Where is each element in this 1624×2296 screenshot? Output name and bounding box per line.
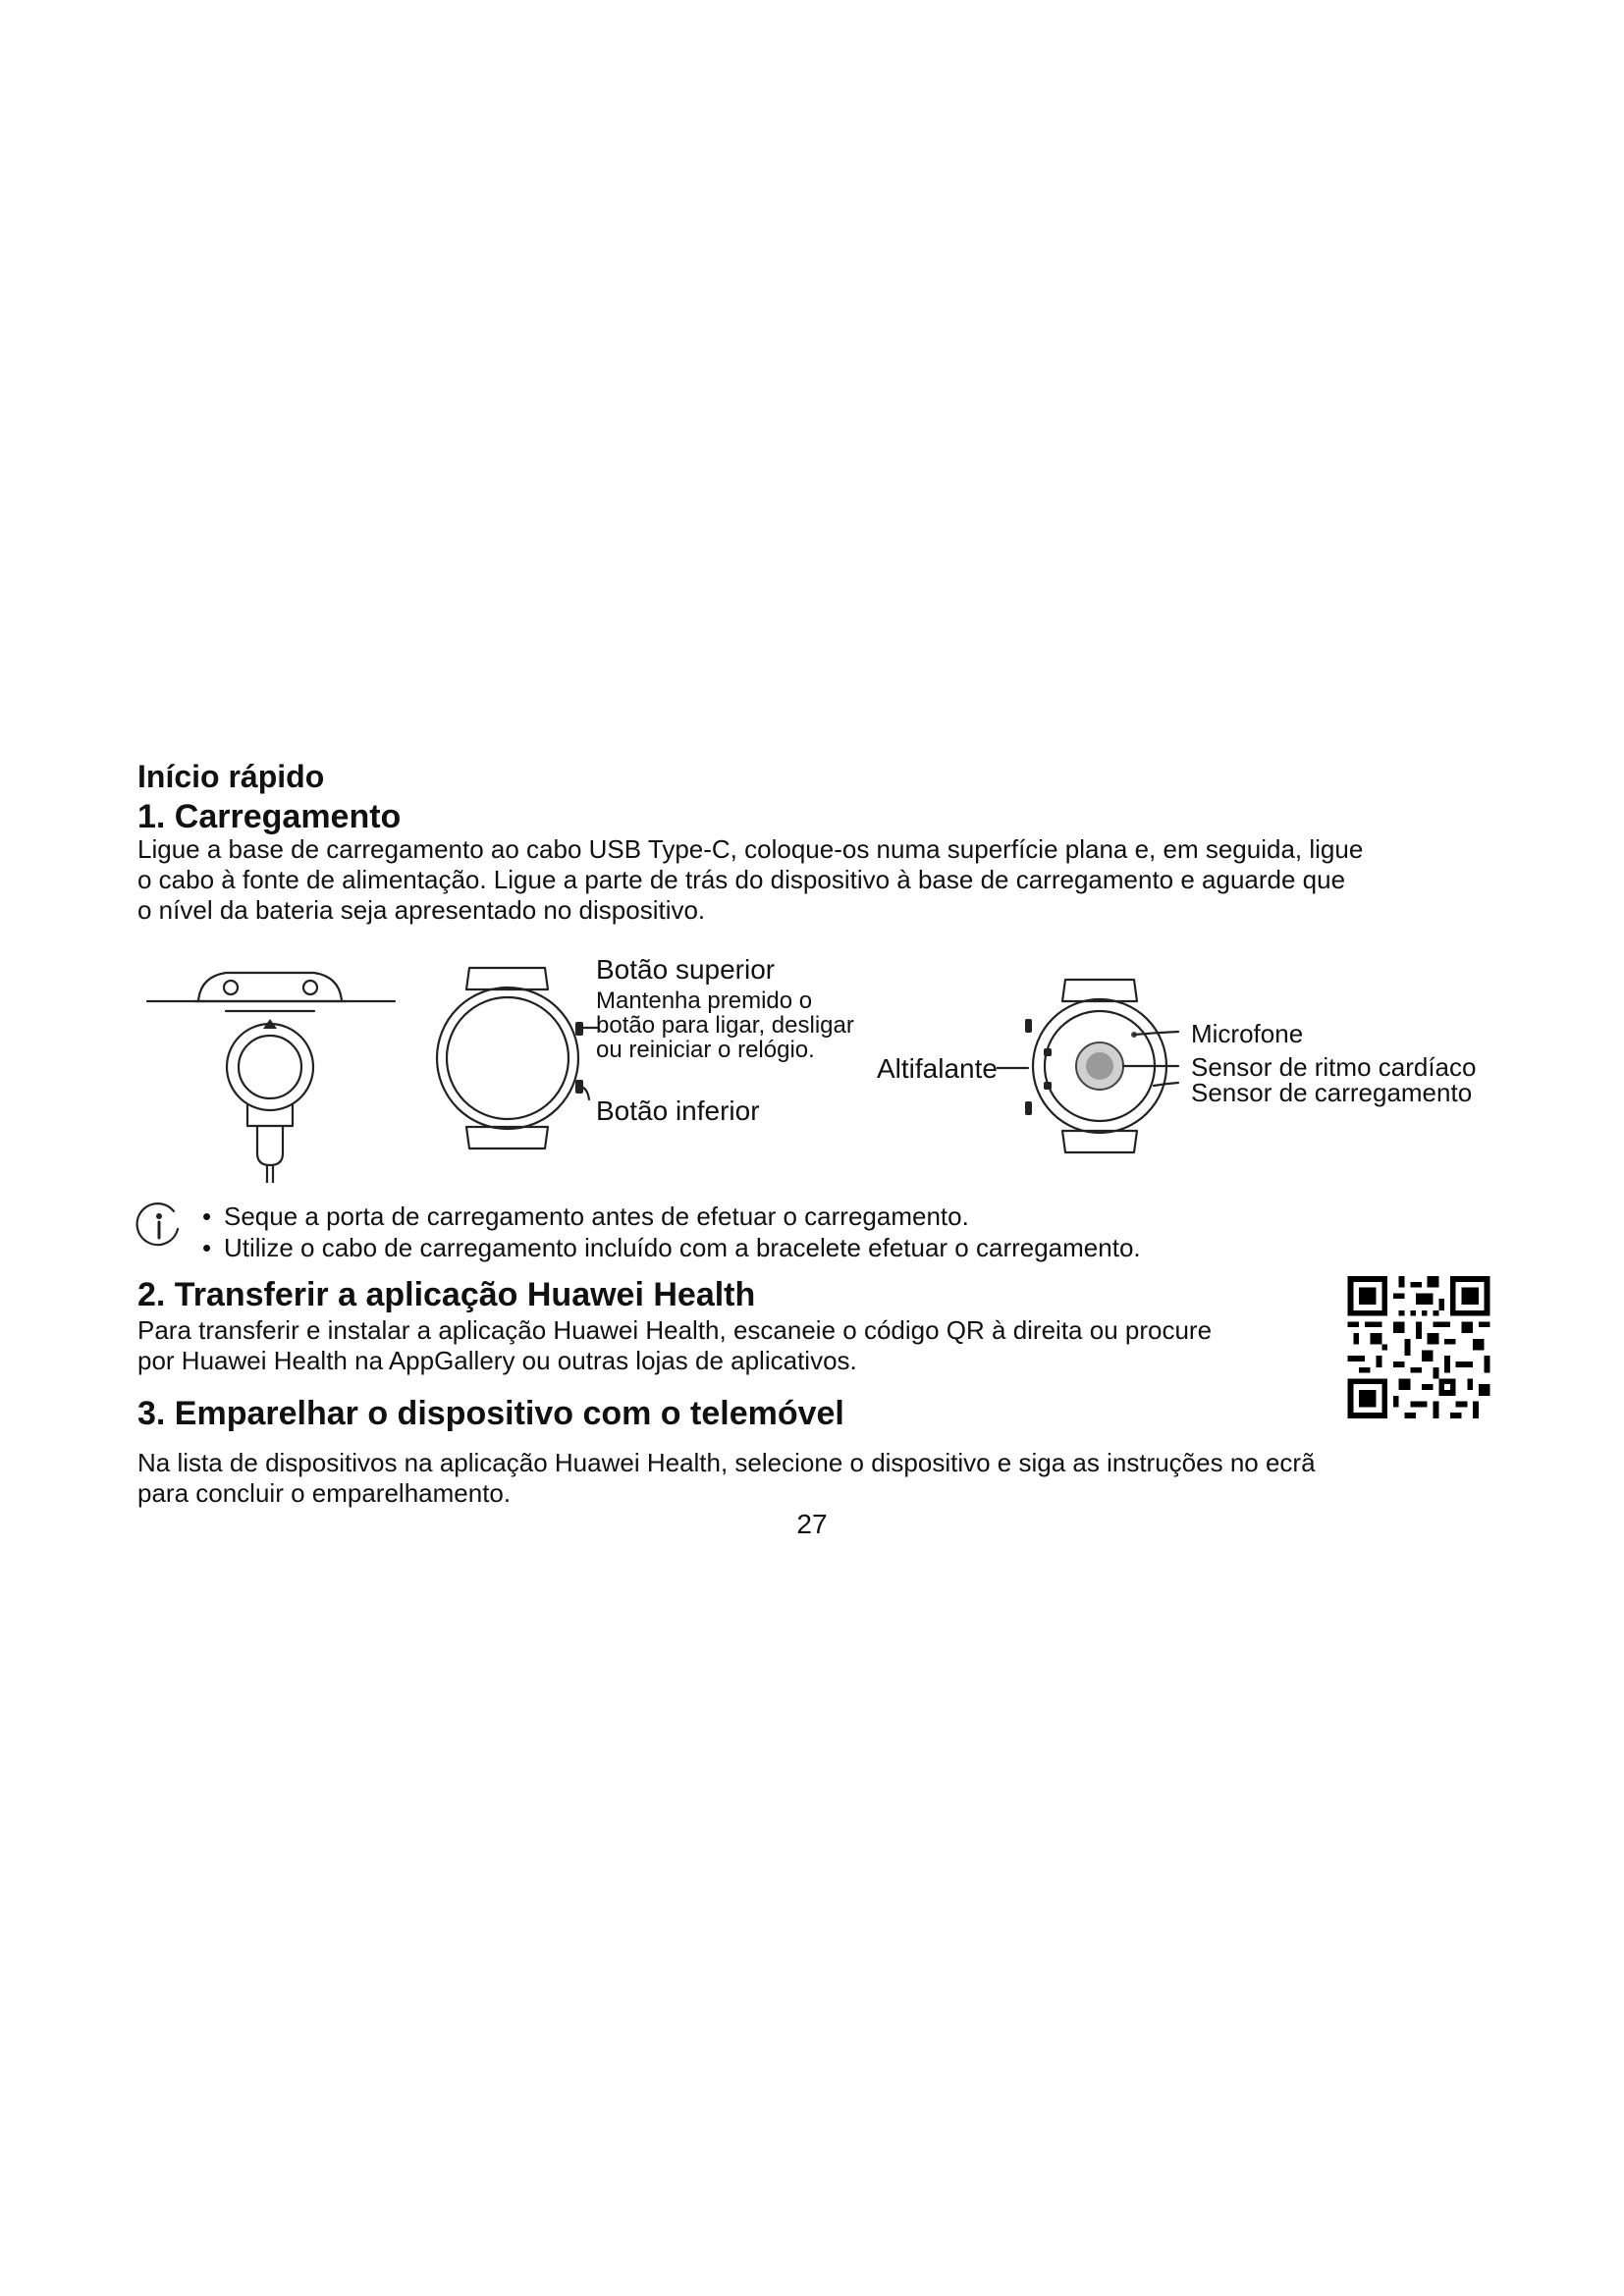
upper-button-description [596,988,854,1062]
section-2-line: por Huawei Health na AppGallery ou outras lojas de aplicativos. [137,1346,857,1375]
watch-front-illustration [432,960,589,1156]
section-1-line: o nível da bateria seja apresentado no dispositivo. [137,895,706,925]
speaker-label: Altifalante [877,1053,998,1084]
section-1-line: o cabo à fonte de alimentação. Ligue a parte de trás do dispositivo à base de carregamento e aguarde que [137,865,1346,894]
page-title: Início rápido [137,759,325,794]
upper-button-label: Botão superior [596,954,776,985]
note-item: • Seque a porta de carregamento antes de efetuar o carregamento. [196,1201,1141,1232]
note-item: • Utilize o cabo de carregamento incluído com a bracelete efetuar o carregamento. [196,1232,1141,1263]
charging-dock-illustration [137,957,403,1183]
section-2-heading: 2. Transferir a aplicação Huawei Health [137,1276,756,1313]
notes-list [196,1201,1141,1263]
section-3-line: para concluir o emparelhamento. [137,1478,512,1508]
upper-button-desc-line: botão para ligar, desligar [596,1012,854,1039]
watch-back-illustration [997,972,1193,1158]
upper-button-desc-line: ou reiniciar o relógio. [596,1037,815,1063]
section-1-body [137,834,1363,926]
section-3-line: Na lista de dispositivos na aplicação Huawei Health, selecione o dispositivo e siga as instruções no ecrã [137,1448,1316,1477]
section-2-body [137,1315,1212,1376]
microphone-label: Microfone [1191,1019,1304,1048]
charging-sensor-label: Sensor de carregamento [1191,1078,1473,1107]
section-3-heading: 3. Emparelhar o dispositivo com o telemóvel [137,1395,844,1432]
page-number: 27 [796,1509,828,1539]
section-1-heading: 1. Carregamento [137,798,402,835]
heart-rate-sensor-label: Sensor de ritmo cardíaco [1191,1052,1477,1082]
qr-code-icon[interactable] [1345,1276,1492,1418]
upper-button-desc-line: Mantenha premido o [596,988,813,1014]
info-icon [135,1201,184,1251]
section-3-body [137,1448,1316,1509]
lower-button-label: Botão inferior [596,1095,760,1126]
section-2-line: Para transferir e instalar a aplicação Huawei Health, escaneie o código QR à direita ou procure [137,1315,1213,1345]
section-1-line: Ligue a base de carregamento ao cabo USB Type-C, coloque-os numa superfície plana e, em seguida, ligue [137,834,1364,864]
